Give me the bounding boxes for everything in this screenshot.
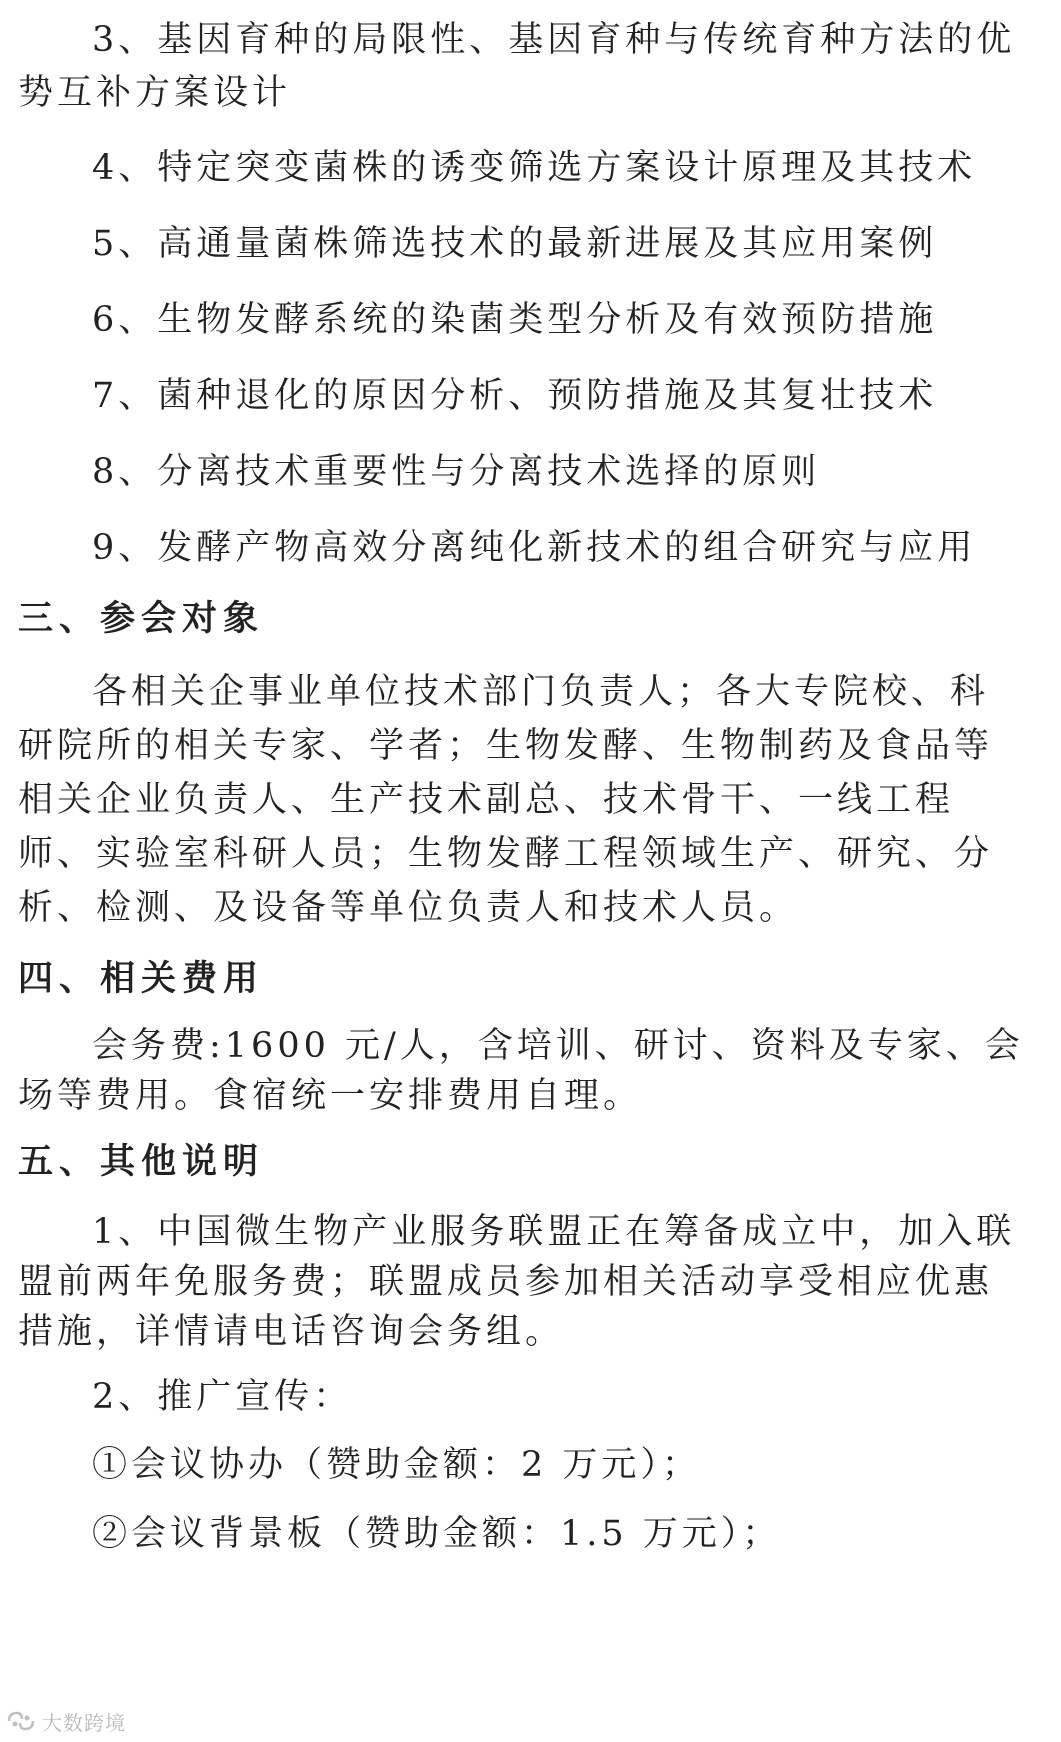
list-item-4: 4、特定突变菌株的诱变筛选方案设计原理及其技术: [92, 148, 977, 188]
fees-paragraph-line-2: 场等费用。食宿统一安排费用自理。: [18, 1076, 643, 1116]
list-item-9: 9、发酵产物高效分离纯化新技术的组合研究与应用: [92, 528, 977, 568]
other-item-1-line-1: 1、中国微生物产业服务联盟正在筹备成立中，加入联: [92, 1212, 1016, 1252]
section-heading-attendees: 三、参会对象: [18, 598, 265, 639]
sponsor-item-2: ②会议背景板（赞助金额：1.5 万元）；: [92, 1514, 782, 1554]
list-item-3: 3、基因育种的局限性、基因育种与传统育种方法的优: [92, 20, 1016, 60]
section-heading-other: 五、其他说明: [18, 1141, 265, 1182]
sponsor-item-1: ①会议协办（赞助金额：2 万元）；: [92, 1445, 701, 1485]
watermark: [6, 1706, 126, 1736]
attendees-paragraph-line-4: 师、实验室科研人员；生物发酵工程领域生产、研究、分: [18, 834, 994, 874]
watermark-text: 大数跨境: [42, 1710, 126, 1735]
fees-paragraph-line-1: 会务费:1600 元/人，含培训、研讨、资料及专家、会: [92, 1026, 1024, 1066]
attendees-paragraph-line-1: 各相关企事业单位技术部门负责人；各大专院校、科: [92, 672, 990, 712]
attendees-paragraph-line-3: 相关企业负责人、生产技术副总、技术骨干、一线工程: [18, 780, 955, 820]
list-item-8: 8、分离技术重要性与分离技术选择的原则: [92, 452, 821, 492]
section-heading-fees: 四、相关费用: [18, 958, 265, 999]
list-item-7: 7、菌种退化的原因分析、预防措施及其复壮技术: [92, 376, 938, 416]
other-item-1-line-3: 措施，详情请电话咨询会务组。: [18, 1312, 565, 1352]
attendees-paragraph-line-2: 研院所的相关专家、学者；生物发酵、生物制药及食品等: [18, 726, 994, 766]
attendees-paragraph-line-5: 析、检测、及设备等单位负责人和技术人员。: [18, 888, 799, 928]
other-item-1-line-2: 盟前两年免服务费；联盟成员参加相关活动享受相应优惠: [18, 1262, 994, 1302]
list-item-6: 6、生物发酵系统的染菌类型分析及有效预防措施: [92, 300, 938, 340]
list-item-5: 5、高通量菌株筛选技术的最新进展及其应用案例: [92, 224, 938, 264]
other-item-2: 2、推广宣传：: [92, 1377, 353, 1417]
watermark-logo-icon: [6, 1710, 36, 1732]
list-item-3-continued: 势互补方案设计: [18, 73, 292, 113]
